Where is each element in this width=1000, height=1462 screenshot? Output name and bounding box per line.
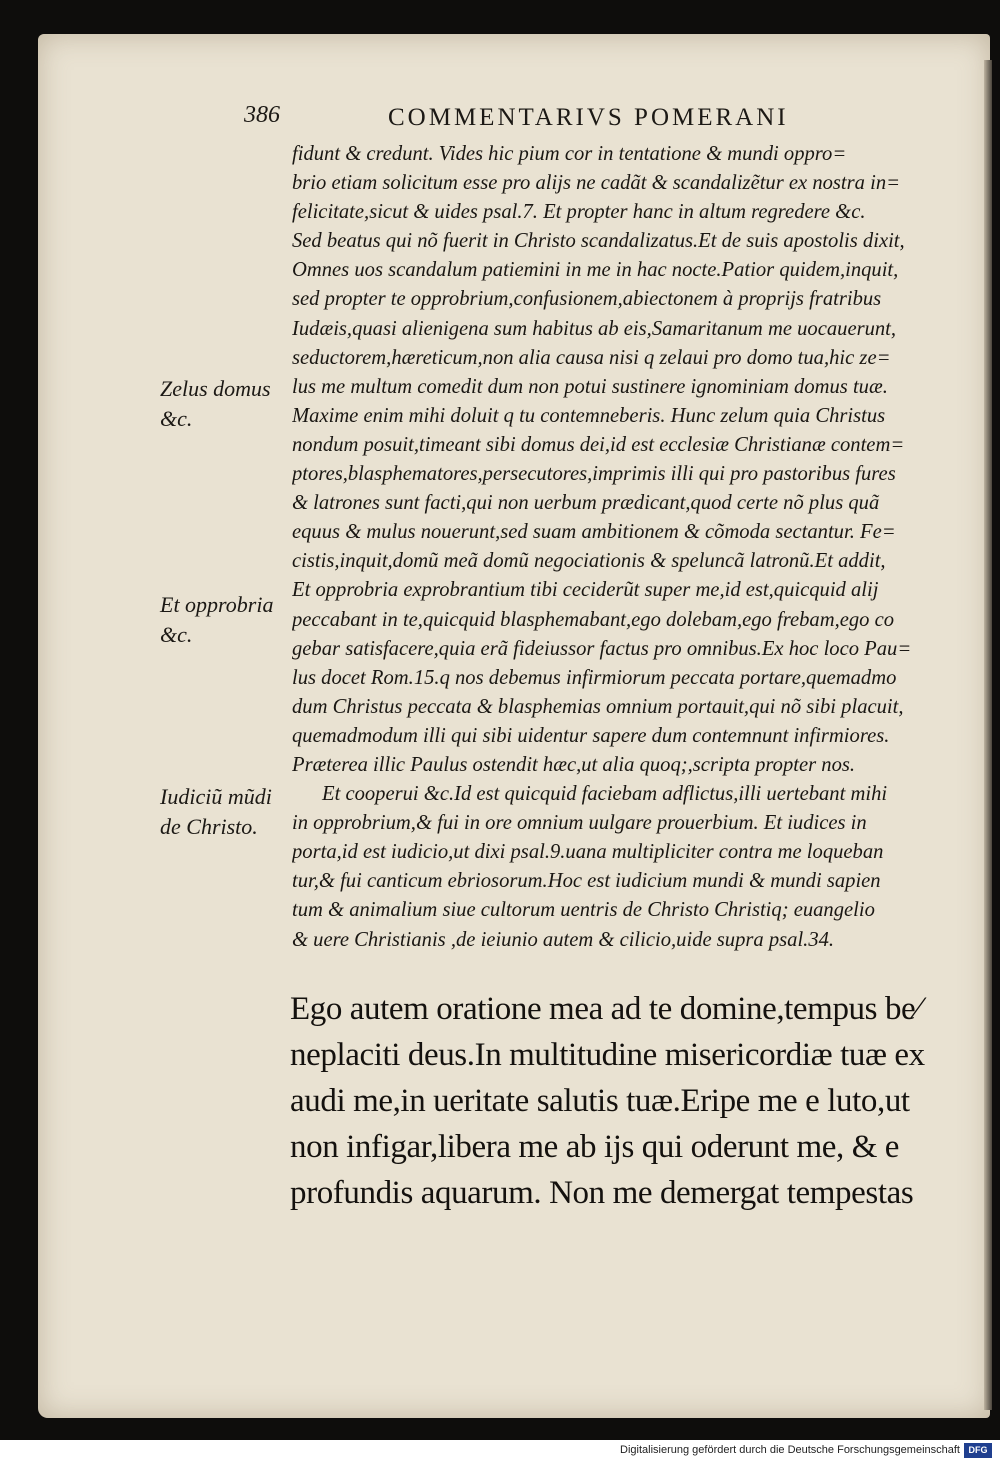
margin-note-line: Zelus domus xyxy=(160,376,271,401)
commentary-line: dum Christus peccata & blasphemias omnium portauit,qui nõ sibi placuit, xyxy=(292,695,904,718)
commentary-line: equus & mulus nouerunt,sed suam ambitionem & cõmoda sectantur. Fe= xyxy=(292,521,896,544)
commentary-line: Præterea illic Paulus ostendit hæc,ut alia quoq;,scripta propter nos. xyxy=(292,753,856,776)
page-edge xyxy=(984,60,992,1410)
commentary-line: & uere Christianis ,de ieiunio autem & cilicio,uide supra psal.34. xyxy=(292,928,835,951)
running-head xyxy=(0,102,1000,142)
commentary-line: lus me multum comedit dum non potui sustinere ignominiam domus tuæ. xyxy=(292,375,888,398)
commentary-line: tum & animalium siue cultorum uentris de Christo Christiq; euangelio xyxy=(292,899,875,922)
commentary-text-block xyxy=(292,140,952,955)
footer-bar xyxy=(0,1440,1000,1462)
page-number: 386 xyxy=(244,102,280,128)
margin-note-zelus xyxy=(160,374,290,434)
commentary-line: nondum posuit,timeant sibi domus dei,id est ecclesiæ Christianæ contem= xyxy=(292,433,905,456)
funding-credit: Digitalisierung gefördert durch die Deutsche Forschungsgemeinschaft xyxy=(620,1444,960,1456)
commentary-line: Maxime enim mihi doluit q tu contemneberis. Hunc zelum quia Christus xyxy=(292,404,886,427)
commentary-line: quemadmodum illi qui sibi uidentur sapere dum contemnunt infirmiores. xyxy=(292,724,890,747)
running-title: COMMENTARIVS POMERANI xyxy=(388,104,789,131)
commentary-line: sed propter te opprobrium,confusionem,abiectonem à proprijs fratribus xyxy=(292,288,882,311)
commentary-line: Iudæis,quasi alienigena sum habitus ab eis,Samaritanum me uocauerunt, xyxy=(292,317,897,340)
commentary-line: cistis,inquit,domũ meã domũ negociationis & speluncã latronũ.Et addit, xyxy=(292,550,886,573)
commentary-line: porta,id est iudicio,ut dixi psal.9.uana multipliciter contra me loqueban xyxy=(292,841,884,864)
commentary-line: Omnes uos scandalum patiemini in me in hac nocte.Patior quidem,inquit, xyxy=(292,259,899,282)
commentary-line: & latrones sunt facti,qui non uerbum prædicant,quod certe nõ plus quã xyxy=(292,492,880,515)
psalm-line: Ego autem oratione mea ad te domine,tempus be⁄ xyxy=(290,991,921,1027)
margin-note-opprobria xyxy=(160,590,290,650)
commentary-line: Sed beatus qui nõ fuerit in Christo scandalizatus.Et de suis apostolis dixit, xyxy=(292,230,905,253)
commentary-line: Et opprobria exprobrantium tibi ceciderũt super me,id est,quicquid alij xyxy=(292,579,879,602)
commentary-line: seductorem,hæreticum,non alia causa nisi q zelaui pro domo tua,hic ze= xyxy=(292,346,891,369)
commentary-line: ptores,blasphematores,persecutores,imprimis illi qui pro pastoribus fures xyxy=(292,463,896,486)
margin-note-line: de Christo. xyxy=(160,814,258,839)
commentary-line: fidunt & credunt. Vides hic pium cor in tentatione & mundi oppro= xyxy=(292,143,847,165)
commentary-line: gebar satisfacere,quia erã fideiussor factus pro omnibus.Ex hoc loco Pau= xyxy=(292,637,912,660)
psalm-text-block xyxy=(290,986,960,1216)
commentary-line: tur,& fui canticum ebriosorum.Hoc est iudicium mundi & mundi sapien xyxy=(292,870,881,893)
margin-note-line: &c. xyxy=(160,406,193,431)
psalm-line: neplaciti deus.In multitudine misericordiæ tuæ ex xyxy=(290,1037,925,1073)
psalm-line: audi me,in ueritate salutis tuæ.Eripe me e luto,ut xyxy=(290,1083,910,1119)
commentary-line: lus docet Rom.15.q nos debemus infirmiorum peccata portare,quemadmo xyxy=(292,666,897,689)
commentary-line: felicitate,sicut & uides psal.7. Et propter hanc in altum regredere &c. xyxy=(292,201,866,224)
commentary-line: peccabant in te,quicquid blasphemabant,ego dolebam,ego frebam,ego co xyxy=(292,608,895,631)
margin-note-line: &c. xyxy=(160,622,193,647)
commentary-line: Et cooperui &c.Id est quicquid faciebam adflictus,illi uertebant mihi xyxy=(322,783,888,806)
psalm-line: non infigar,libera me ab ijs qui oderunt me, & e xyxy=(290,1129,900,1165)
margin-note-iudicium xyxy=(160,782,290,842)
psalm-line: profundis aquarum. Non me demergat tempestas xyxy=(290,1175,914,1211)
margin-note-line: Et opprobria xyxy=(160,592,274,617)
dfg-logo: DFG xyxy=(964,1443,992,1458)
commentary-line: in opprobrium,& fui in ore omnium uulgare prouerbium. Et iudices in xyxy=(292,812,867,835)
margin-note-line: Iudiciũ mũdi xyxy=(160,784,272,809)
commentary-line: brio etiam solicitum esse pro alijs ne cadãt & scandalizẽtur ex nostra in= xyxy=(292,172,901,195)
